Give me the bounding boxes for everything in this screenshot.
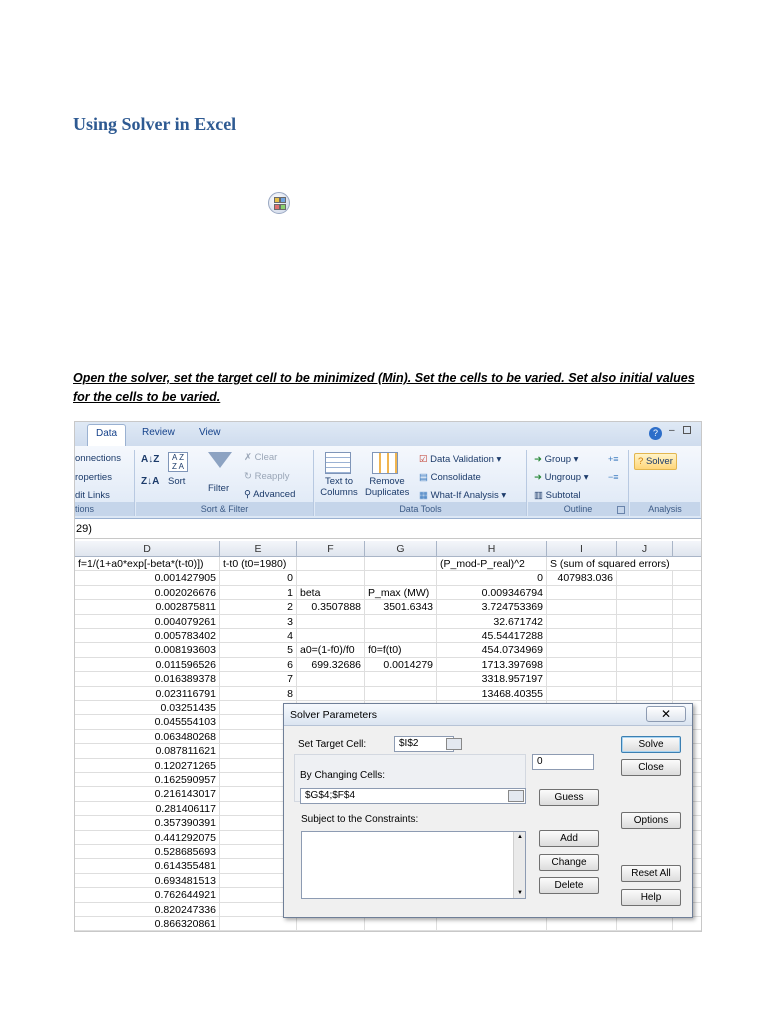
cell-g[interactable] <box>365 629 437 643</box>
table-row <box>75 917 702 931</box>
cell-d[interactable]: 0.866320861 <box>75 917 220 931</box>
cell-h[interactable]: 1713.397698 <box>437 658 547 672</box>
cell-e[interactable]: 4 <box>220 629 297 643</box>
cell-e[interactable]: 2 <box>220 600 297 614</box>
scroll-up-icon[interactable]: ▲ <box>517 834 523 840</box>
cell-h[interactable] <box>437 917 547 931</box>
group-button[interactable]: ➜ Group ▾ <box>534 454 579 465</box>
scroll-down-icon[interactable]: ▼ <box>517 890 523 896</box>
constraints-label: Subject to the Constraints: <box>301 814 419 825</box>
cell-i[interactable] <box>547 672 617 686</box>
cell-g[interactable] <box>365 571 437 585</box>
cell-g[interactable] <box>365 615 437 629</box>
cell-f[interactable] <box>297 917 365 931</box>
cell-e[interactable]: 0 <box>220 571 297 585</box>
help-button[interactable]: Help <box>621 889 681 906</box>
by-changing-cells-field[interactable]: $G$4;$F$4 <box>300 788 526 804</box>
cell-d-header[interactable]: f=1/(1+a0*exp[-beta*(t-t0)]) <box>75 557 220 571</box>
table-row <box>75 687 702 701</box>
constraints-list[interactable] <box>301 831 526 899</box>
cell-j[interactable] <box>617 658 673 672</box>
group-outline <box>528 450 629 516</box>
sort-az-icon[interactable]: A↓Z <box>141 454 160 465</box>
cell-f[interactable] <box>297 615 365 629</box>
reapply-icon: ↻ <box>244 471 252 482</box>
cell-i[interactable] <box>547 600 617 614</box>
table-row <box>75 615 702 629</box>
cell-j[interactable] <box>617 672 673 686</box>
sort-dialog-icon[interactable]: A Z Z A <box>168 452 188 472</box>
group-label-sort-filter: Sort & Filter <box>136 502 313 516</box>
cell-f[interactable] <box>297 571 365 585</box>
cell-d[interactable]: 0.216143017 <box>75 787 220 801</box>
advanced-button[interactable]: ⚲ Advanced <box>244 489 296 500</box>
ribbon-body <box>75 446 702 519</box>
cell-f-header[interactable] <box>297 557 365 571</box>
table-row <box>75 658 702 672</box>
what-if-icon: ▦ <box>419 490 428 501</box>
cell-i[interactable] <box>547 643 617 657</box>
cell-e[interactable]: 3 <box>220 615 297 629</box>
cell-d[interactable]: 0.357390391 <box>75 816 220 830</box>
cell-d[interactable]: 0.614355481 <box>75 859 220 873</box>
table-row <box>75 586 702 600</box>
group-label-analysis: Analysis <box>630 502 700 516</box>
cell-j[interactable] <box>617 600 673 614</box>
subtotal-icon: ▥ <box>534 490 543 501</box>
group-sort-filter <box>136 450 314 516</box>
cell-d[interactable]: 0.005783402 <box>75 629 220 643</box>
cell-h[interactable]: 0 <box>437 571 547 585</box>
cell-j[interactable] <box>617 586 673 600</box>
solver-dialog-title: Solver Parameters <box>290 709 377 721</box>
excel-screenshot <box>74 421 702 932</box>
cell-d[interactable]: 0.820247336 <box>75 903 220 917</box>
edit-links-button[interactable]: dit Links <box>75 490 110 501</box>
show-detail-icon[interactable]: +≡ <box>608 454 619 464</box>
column-header-next <box>673 541 702 557</box>
cell-d[interactable]: 0.03251435 <box>75 701 220 715</box>
cell-j[interactable] <box>617 615 673 629</box>
cell-d[interactable]: 0.008193603 <box>75 643 220 657</box>
cell-e[interactable]: 7 <box>220 672 297 686</box>
solve-button[interactable]: Solve <box>621 736 681 753</box>
solver-icon <box>268 192 290 214</box>
cell-d[interactable]: 0.004079261 <box>75 615 220 629</box>
group-label-outline: Outline <box>528 502 628 516</box>
sort-za-icon[interactable]: Z↓A <box>141 476 160 487</box>
filter-funnel-icon[interactable] <box>208 452 232 468</box>
by-changing-cells-label: By Changing Cells: <box>300 770 386 781</box>
cell-e[interactable] <box>220 917 297 931</box>
solver-dialog <box>283 703 693 918</box>
sort-button[interactable]: Sort <box>168 476 186 487</box>
target-cell-picker-icon[interactable] <box>446 738 462 750</box>
cell-f[interactable]: a0=(1-f0)/f0 <box>297 643 365 657</box>
cell-d[interactable]: 0.023116791 <box>75 687 220 701</box>
cell-d[interactable]: 0.002875811 <box>75 600 220 614</box>
cell-e[interactable]: 8 <box>220 687 297 701</box>
table-row <box>75 643 702 657</box>
cell-g[interactable] <box>365 672 437 686</box>
cell-j[interactable] <box>617 643 673 657</box>
cell-i[interactable] <box>547 658 617 672</box>
cell-i[interactable] <box>547 615 617 629</box>
data-validation-icon: ☑ <box>419 454 428 465</box>
consolidate-icon: ▤ <box>419 472 428 483</box>
cell-e[interactable]: 1 <box>220 586 297 600</box>
cell-h[interactable]: 3.724753369 <box>437 600 547 614</box>
changing-cells-picker-icon[interactable] <box>508 790 524 802</box>
cell-d[interactable]: 0.001427905 <box>75 571 220 585</box>
cell-d[interactable]: 0.162590957 <box>75 773 220 787</box>
cell-h[interactable]: 45.54417288 <box>437 629 547 643</box>
ungroup-button[interactable]: ➜ Ungroup ▾ <box>534 472 589 483</box>
cell-i[interactable]: 407983.036 <box>547 571 617 585</box>
cell-d[interactable]: 0.693481513 <box>75 874 220 888</box>
restore-icon[interactable] <box>683 426 691 434</box>
text-to-columns-button[interactable]: Text to Columns <box>320 476 358 498</box>
cell-d[interactable]: 0.016389378 <box>75 672 220 686</box>
cell-h[interactable]: 13468.40355 <box>437 687 547 701</box>
cell-e[interactable]: 5 <box>220 643 297 657</box>
add-button[interactable]: Add <box>539 830 599 847</box>
target-cell-field[interactable]: $I$2 <box>394 736 454 752</box>
cell-d[interactable]: 0.011596526 <box>75 658 220 672</box>
solver-dialog-titlebar <box>284 704 692 726</box>
cell-d[interactable]: 0.002026676 <box>75 586 220 600</box>
ribbon-tabs <box>75 422 702 446</box>
cell-d[interactable]: 0.762644921 <box>75 888 220 902</box>
close-button[interactable]: Close <box>621 759 681 776</box>
cell-d[interactable]: 0.063480268 <box>75 730 220 744</box>
formula-fragment: 29) <box>75 521 702 539</box>
cell-g[interactable] <box>365 687 437 701</box>
cell-e[interactable]: 6 <box>220 658 297 672</box>
text-to-columns-icon <box>325 452 351 474</box>
solver-button[interactable]: ? Solver <box>634 453 677 470</box>
cell-j[interactable] <box>617 687 673 701</box>
header-row <box>75 557 702 571</box>
column-header-j[interactable]: J <box>617 541 673 557</box>
data-validation-button[interactable]: ☑ Data Validation ▾ <box>419 454 502 465</box>
instructions-text: Open the solver, set the target cell to be minimized (Min). Set the cells to be varied. Set also initial values for the cells to be varied. <box>73 371 695 404</box>
reapply-button[interactable]: ↻ Reapply <box>244 471 290 482</box>
cell-i[interactable] <box>547 586 617 600</box>
advanced-filter-icon: ⚲ <box>244 489 251 500</box>
remove-duplicates-icon <box>372 452 398 474</box>
clear-button[interactable]: ✗ Clear <box>244 452 278 463</box>
minimize-icon[interactable]: – <box>669 425 675 436</box>
column-header-e[interactable]: E <box>220 541 297 557</box>
cell-f[interactable]: beta <box>297 586 365 600</box>
connections-button[interactable]: onnections <box>75 453 121 464</box>
solver-ribbon-icon: ? <box>638 456 644 467</box>
cell-g-header[interactable] <box>365 557 437 571</box>
cell-h[interactable]: 454.0734969 <box>437 643 547 657</box>
cell-j[interactable] <box>617 917 673 931</box>
guess-button[interactable]: Guess <box>539 789 599 806</box>
ungroup-icon: ➜ <box>534 472 542 483</box>
cell-h[interactable]: 32.671742 <box>437 615 547 629</box>
column-header-f[interactable]: F <box>297 541 365 557</box>
cell-f[interactable] <box>297 629 365 643</box>
change-button[interactable]: Change <box>539 854 599 871</box>
delete-button[interactable]: Delete <box>539 877 599 894</box>
consolidate-button[interactable]: ▤ Consolidate <box>419 472 481 483</box>
outline-dialog-launcher-icon[interactable] <box>617 506 625 514</box>
cell-f[interactable] <box>297 672 365 686</box>
group-label-connections: tions <box>75 502 134 516</box>
cell-g[interactable]: P_max (MW) <box>365 586 437 600</box>
value-of-field[interactable]: 0 <box>532 754 594 770</box>
help-icon[interactable]: ? <box>649 427 662 440</box>
cell-h-header[interactable]: (P_mod-P_real)^2 <box>437 557 547 571</box>
cell-j[interactable] <box>617 629 673 643</box>
hide-detail-icon[interactable]: −≡ <box>608 472 619 482</box>
subtotal-button[interactable]: ▥ Subtotal <box>534 490 581 501</box>
cell-d[interactable]: 0.045554103 <box>75 715 220 729</box>
close-icon[interactable]: ✕ <box>646 706 686 722</box>
cell-f[interactable] <box>297 687 365 701</box>
cell-d[interactable]: 0.120271265 <box>75 759 220 773</box>
clear-icon: ✗ <box>244 452 252 463</box>
table-row <box>75 629 702 643</box>
tab-review[interactable]: Review <box>142 427 175 438</box>
group-analysis <box>630 450 700 516</box>
table-row <box>75 600 702 614</box>
column-header-h[interactable]: H <box>437 541 547 557</box>
filter-button[interactable]: Filter <box>208 483 230 494</box>
cell-h[interactable]: 3318.957197 <box>437 672 547 686</box>
remove-duplicates-button[interactable]: Remove Duplicates <box>365 476 410 498</box>
cell-f[interactable]: 699.32686 <box>297 658 365 672</box>
options-button[interactable]: Options <box>621 812 681 829</box>
column-header-d[interactable]: D <box>75 541 220 557</box>
properties-button[interactable]: roperties <box>75 472 112 483</box>
cell-d[interactable]: 0.087811621 <box>75 744 220 758</box>
target-cell-label: Set Target Cell: <box>298 739 367 750</box>
what-if-analysis-button[interactable]: ▦ What-If Analysis ▾ <box>419 490 507 501</box>
cell-d[interactable]: 0.528685693 <box>75 845 220 859</box>
cell-i[interactable] <box>547 917 617 931</box>
document-title: Using Solver in Excel <box>73 114 237 134</box>
cell-f[interactable]: 0.3507888 <box>297 600 365 614</box>
cell-g[interactable] <box>365 917 437 931</box>
cell-i-header[interactable]: S (sum of squared errors) <box>547 557 702 571</box>
cell-d[interactable]: 0.281406117 <box>75 802 220 816</box>
table-row <box>75 672 702 686</box>
cell-i[interactable] <box>547 629 617 643</box>
constraints-scrollbar[interactable] <box>513 832 525 898</box>
cell-h[interactable]: 0.009346794 <box>437 586 547 600</box>
column-header-i[interactable]: I <box>547 541 617 557</box>
reset-all-button[interactable]: Reset All <box>621 865 681 882</box>
column-header-g[interactable]: G <box>365 541 437 557</box>
cell-i[interactable] <box>547 687 617 701</box>
cell-e-header[interactable]: t-t0 (t0=1980) <box>220 557 297 571</box>
group-icon: ➜ <box>534 454 542 465</box>
cell-g[interactable]: 0.0014279 <box>365 658 437 672</box>
column-headers <box>75 541 702 557</box>
group-label-data-tools: Data Tools <box>315 502 526 516</box>
tab-data[interactable]: Data <box>87 424 126 446</box>
cell-g[interactable]: f0=f(t0) <box>365 643 437 657</box>
table-row <box>75 571 702 585</box>
cell-g[interactable]: 3501.6343 <box>365 600 437 614</box>
cell-d[interactable]: 0.441292075 <box>75 831 220 845</box>
cell-j[interactable] <box>617 571 673 585</box>
tab-view[interactable]: View <box>199 427 221 438</box>
group-data-tools <box>315 450 527 516</box>
group-connections <box>75 450 135 516</box>
